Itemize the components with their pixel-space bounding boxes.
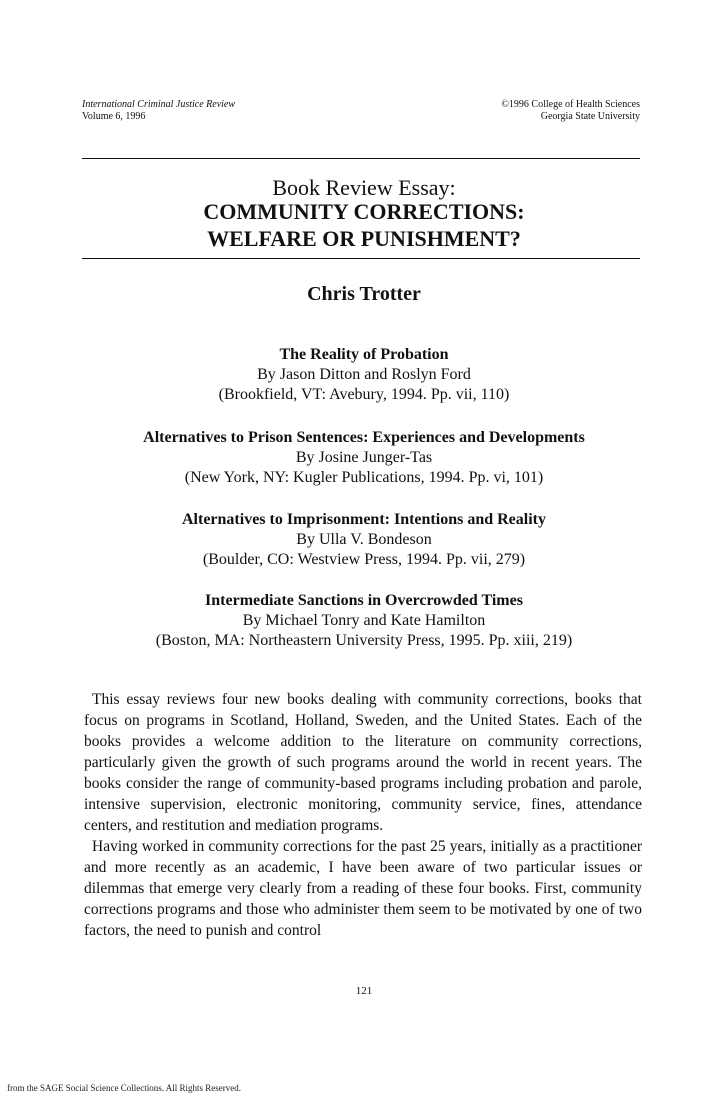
bottom-rule — [82, 258, 640, 259]
book-entry — [0, 510, 728, 570]
book-authors: By Jason Ditton and Roslyn Ford — [257, 366, 471, 383]
book-authors: By Michael Tonry and Kate Hamilton — [242, 612, 486, 629]
essay-title-line-2: WELFARE OR PUNISHMENT? — [207, 226, 521, 251]
book-title: Alternatives to Imprisonment: Intentions and Reality — [182, 511, 546, 528]
book-entry — [0, 345, 728, 405]
copyright-line: ©1996 College of Health Sciences — [501, 99, 640, 110]
book-authors: By Josine Junger-Tas — [295, 449, 433, 466]
book-entry — [0, 591, 728, 651]
copyright-footer: from the SAGE Social Science Collections. All Rights Reserved. — [7, 1083, 241, 1093]
essay-title-line-1: COMMUNITY CORRECTIONS: — [203, 199, 525, 224]
essay-author: Chris Trotter — [307, 283, 421, 305]
running-header-left — [82, 99, 235, 123]
book-title: The Reality of Probation — [279, 346, 449, 363]
essay-body — [84, 689, 642, 941]
book-publication: (Brookfield, VT: Avebury, 1994. Pp. vii, 110) — [218, 386, 510, 403]
book-authors: By Ulla V. Bondeson — [296, 531, 432, 548]
body-paragraph: Having worked in community corrections for the past 25 years, initially as a practitioner and more recently as an academic, I have been aware of two particular issues or dilemmas that emerge very clearly from a reading of these four books. First, community corrections programs and those who administer them seem to be motivated by one of two factors, the need to punish and control — [84, 838, 642, 939]
institution-line: Georgia State University — [540, 111, 640, 122]
book-publication: (New York, NY: Kugler Publications, 1994. Pp. vi, 101) — [184, 469, 544, 486]
journal-name: International Criminal Justice Review — [82, 99, 236, 110]
book-publication: (Boulder, CO: Westview Press, 1994. Pp. vii, 279) — [202, 551, 526, 568]
journal-volume: Volume 6, 1996 — [82, 111, 146, 122]
top-rule — [82, 158, 640, 159]
book-publication: (Boston, MA: Northeastern University Press, 1995. Pp. xiii, 219) — [155, 632, 573, 649]
running-header-right — [440, 99, 640, 123]
essay-type-heading: Book Review Essay: — [272, 175, 456, 200]
body-paragraph: This essay reviews four new books dealing with community corrections, books that focus on programs in Scotland, Holland, Sweden, and the United States. Each of the books provides a welcome addition to the literature on community corrections, particularly given the growth of such programs around the world in recent years. The books consider the range of community-based programs including probation and parole, intensive supervision, electronic monitoring, community service, fines, attendance centers, and restitution and mediation programs. — [84, 691, 642, 834]
book-title: Intermediate Sanctions in Overcrowded Times — [205, 592, 523, 609]
page-number: 121 — [355, 985, 373, 997]
book-entry — [0, 428, 728, 488]
book-title: Alternatives to Prison Sentences: Experiences and Developments — [143, 429, 585, 446]
